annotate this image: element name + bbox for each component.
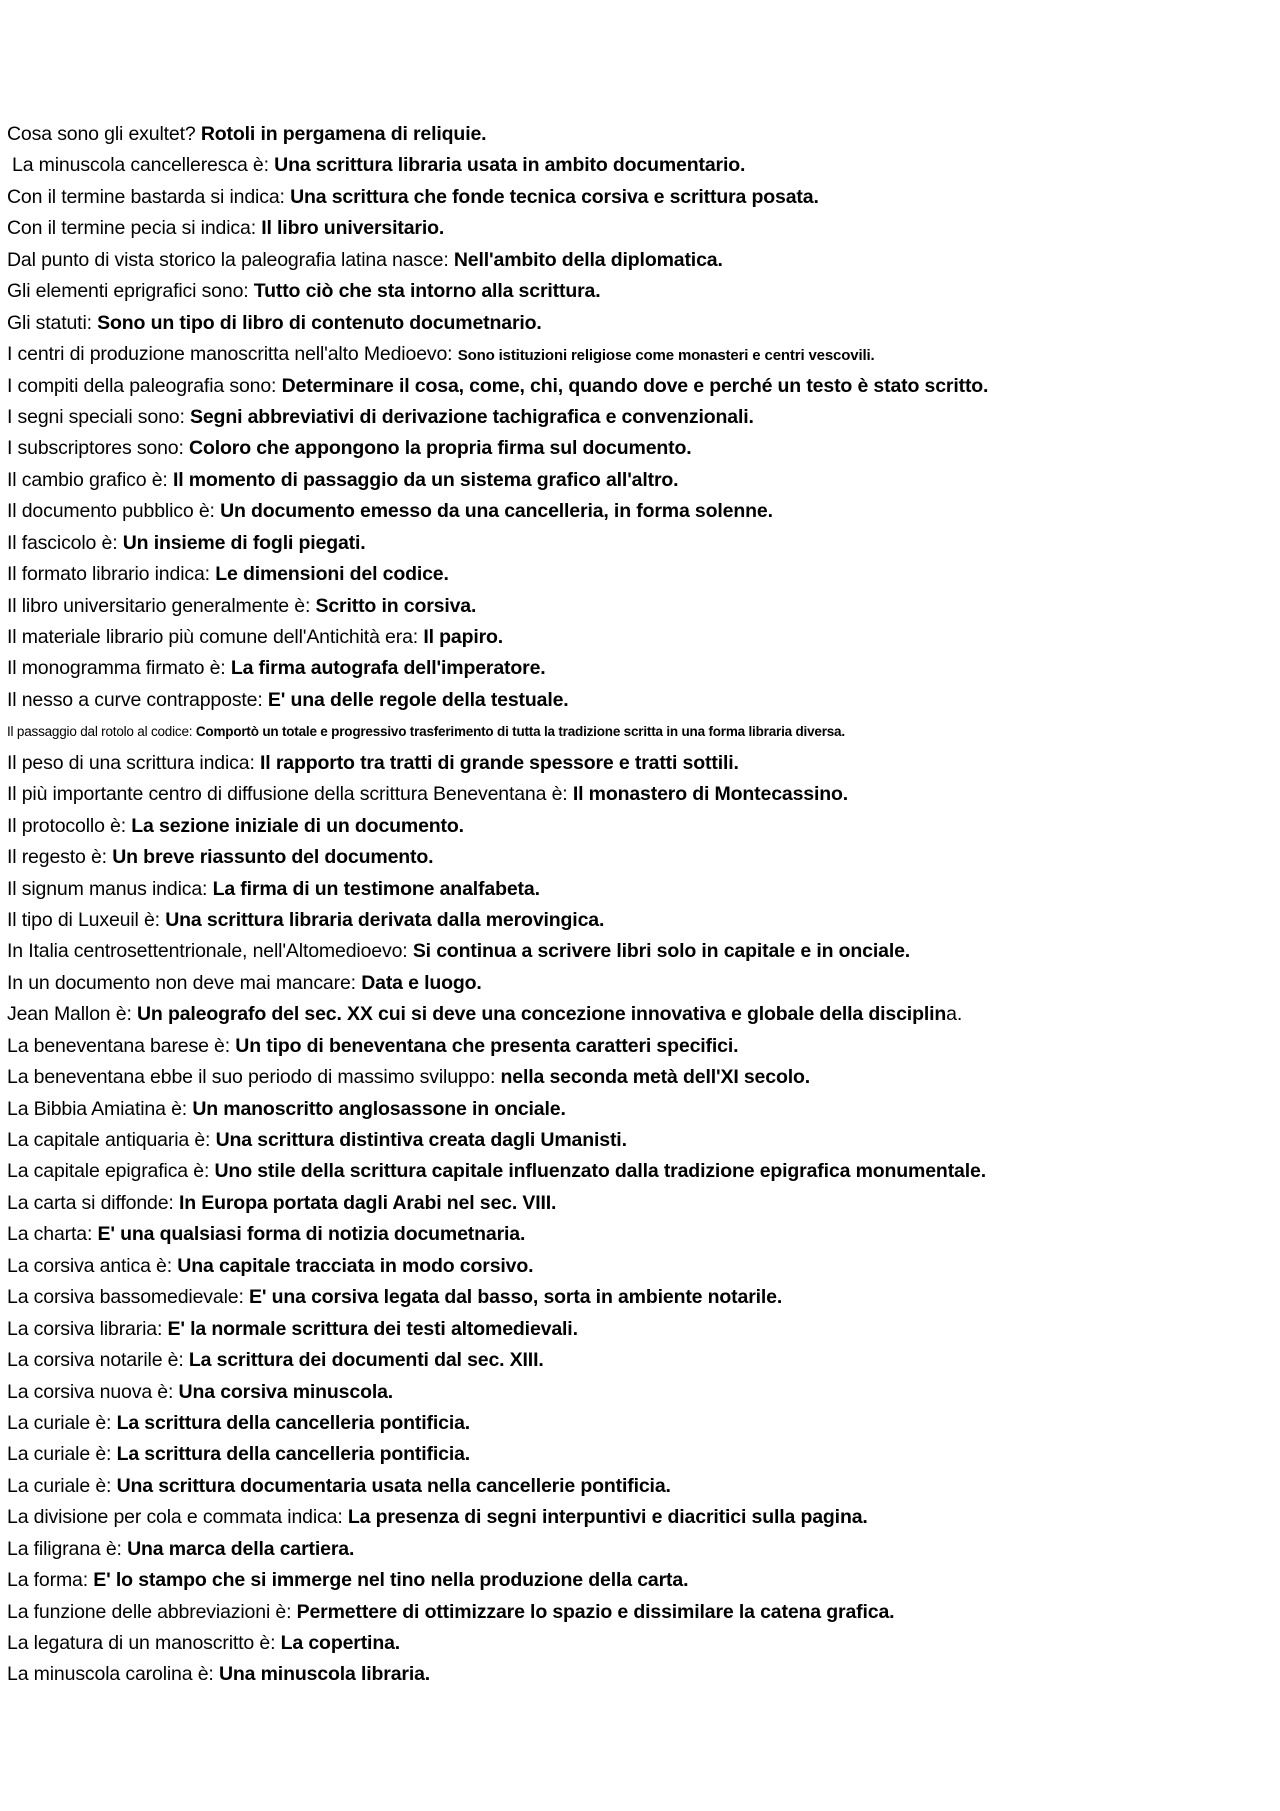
answer-text: Uno stile della scrittura capitale influenzato dalla tradizione epigrafica monumentale. <box>214 1160 986 1183</box>
qa-line <box>7 1408 1267 1439</box>
answer-text: Il rapporto tra tratti di grande spessore e tratti sottili. <box>260 751 739 774</box>
question-text: La funzione delle abbreviazioni è: <box>7 1600 297 1623</box>
question-text: Il passaggio dal rotolo al codice: <box>7 724 196 740</box>
question-text: La curiale è: <box>7 1443 117 1466</box>
answer-text: E' la normale scrittura dei testi altomedievali. <box>167 1317 578 1340</box>
answer-text: La firma di un testimone analfabeta. <box>212 877 540 900</box>
question-text: La beneventana ebbe il suo periodo di massimo sviluppo: <box>7 1066 501 1089</box>
qa-line <box>7 1597 1267 1628</box>
qa-line <box>7 1377 1267 1408</box>
qa-line <box>7 496 1267 527</box>
qa-line <box>7 245 1267 276</box>
question-text: Il cambio grafico è: <box>7 468 173 491</box>
question-text: Jean Mallon è: <box>7 1003 137 1026</box>
answer-text: La scrittura della cancelleria pontificia. <box>116 1411 471 1434</box>
answer-text: Rotoli in pergamena di reliquie. <box>200 123 487 145</box>
qa-line <box>7 1125 1267 1156</box>
question-text: La charta: <box>7 1223 98 1246</box>
answer-text: La firma autografa dell'imperatore. <box>230 657 546 680</box>
qa-line <box>7 685 1267 716</box>
question-text: La divisione per cola e commata indica: <box>7 1506 348 1529</box>
answer-text: Le dimensioni del codice. <box>215 563 449 586</box>
question-text: La corsiva libraria: <box>7 1317 168 1340</box>
question-text: I compiti della paleografia sono: <box>7 374 282 397</box>
question-text: Il documento pubblico è: <box>7 500 221 523</box>
question-text: La capitale antiquaria è: <box>7 1129 216 1151</box>
question-text: I segni speciali sono: <box>7 405 190 428</box>
answer-text: Una scrittura libraria usata in ambito documentario. <box>274 154 746 177</box>
question-text: Dal punto di vista storico la paleografia latina nasce: <box>7 248 454 271</box>
qa-line <box>7 1502 1267 1533</box>
qa-line <box>7 779 1267 810</box>
qa-line <box>7 591 1267 622</box>
qa-line <box>7 402 1267 433</box>
qa-line <box>7 150 1267 181</box>
qa-line <box>7 936 1267 967</box>
answer-text: Comportò un totale e progressivo trasferimento di tutta la tradizione scritta in una forma libraria diversa. <box>195 724 845 740</box>
question-text: Gli elementi eprigrafici sono: <box>7 280 254 303</box>
qa-line <box>7 748 1267 779</box>
qa-line <box>7 1094 1267 1125</box>
qa-line <box>7 276 1267 307</box>
qa-line <box>7 433 1267 464</box>
qa-line <box>7 1628 1267 1659</box>
qa-line <box>7 653 1267 684</box>
answer-text: Una capitale tracciata in modo corsivo. <box>177 1254 534 1277</box>
answer-text: Una scrittura che fonde tecnica corsiva e scrittura posata. <box>290 185 819 208</box>
answer-text: La copertina. <box>280 1632 401 1654</box>
answer-text: Un paleografo del sec. XX cui si deve una concezione innovativa e globale della disciplin <box>137 1003 947 1026</box>
qa-line <box>7 842 1267 873</box>
answer-text: Si continua a scrivere libri solo in capitale e in onciale. <box>412 940 911 963</box>
question-text: Il monogramma firmato è: <box>7 657 231 680</box>
qa-line <box>7 1534 1267 1565</box>
qa-line <box>7 1471 1267 1502</box>
question-text: La carta si diffonde: <box>7 1191 179 1214</box>
question-text: Il tipo di Luxeuil è: <box>7 908 166 931</box>
question-text: La curiale è: <box>7 1411 117 1434</box>
qa-line <box>7 1188 1267 1219</box>
qa-line <box>7 559 1267 590</box>
qa-line <box>7 968 1267 999</box>
qa-line <box>7 308 1267 339</box>
answer-text: La sezione iniziale di un documento. <box>131 814 464 837</box>
answer-text: Segni abbreviativi di derivazione tachigrafica e convenzionali. <box>190 405 754 428</box>
answer-text: E' una qualsiasi forma di notizia documetnaria. <box>97 1223 526 1246</box>
answer-text: nella seconda metà dell'XI secolo. <box>500 1066 811 1089</box>
question-text: La corsiva bassomedievale: <box>7 1286 249 1309</box>
answer-text: Il papiro. <box>423 626 504 648</box>
qa-line <box>7 716 1267 747</box>
qa-line <box>7 1282 1267 1313</box>
question-text: La Bibbia Amiatina è: <box>7 1097 193 1120</box>
question-text: Con il termine pecia si indica: <box>7 217 262 240</box>
qa-line <box>7 1439 1267 1470</box>
answer-text: Una corsiva minuscola. <box>178 1380 394 1403</box>
qa-line <box>7 1251 1267 1282</box>
trailing-text: a. <box>946 1003 963 1026</box>
answer-text: Il libro universitario. <box>261 217 445 240</box>
answer-text: Una scrittura distintiva creata dagli Umanisti. <box>215 1129 627 1151</box>
qa-line <box>7 1659 1267 1690</box>
answer-text: Nell'ambito della diplomatica. <box>453 248 723 271</box>
question-text: La capitale epigrafica è: <box>7 1160 215 1183</box>
question-text: Gli statuti: <box>7 311 98 334</box>
answer-text: Un insieme di fogli piegati. <box>122 531 366 554</box>
qa-line <box>7 339 1267 370</box>
question-text: La legatura di un manoscritto è: <box>7 1632 281 1654</box>
qa-line <box>7 874 1267 905</box>
question-text: La filigrana è: <box>7 1537 128 1560</box>
question-text: Il materiale librario più comune dell'Antichità era: <box>7 626 424 648</box>
qa-line <box>7 999 1267 1030</box>
question-text: La minuscola carolina è: <box>7 1663 219 1686</box>
answer-text: Un manoscritto anglosassone in onciale. <box>192 1097 566 1120</box>
qa-line <box>7 1565 1267 1596</box>
question-text: Il protocollo è: <box>7 814 132 837</box>
question-text: Il peso di una scrittura indica: <box>7 751 261 774</box>
qa-line <box>7 119 1267 150</box>
question-text: Il libro universitario generalmente è: <box>7 594 316 617</box>
answer-text: Una scrittura documentaria usata nella cancellerie pontificia. <box>116 1474 671 1497</box>
answer-text: Una scrittura libraria derivata dalla merovingica. <box>165 908 605 931</box>
question-text: Il più importante centro di diffusione della scrittura Beneventana è: <box>7 783 573 806</box>
question-text: Cosa sono gli exultet? <box>7 123 201 145</box>
answer-text: Scritto in corsiva. <box>315 594 477 617</box>
question-text: La corsiva notarile è: <box>7 1349 189 1372</box>
qa-line <box>7 1062 1267 1093</box>
answer-text: La presenza di segni interpuntivi e diacritici sulla pagina. <box>347 1506 868 1529</box>
answer-text: E' lo stampo che si immerge nel tino nella produzione della carta. <box>93 1569 689 1592</box>
answer-text: Permettere di ottimizzare lo spazio e dissimilare la catena grafica. <box>296 1600 895 1623</box>
answer-text: Coloro che appongono la propria firma sul documento. <box>189 437 692 460</box>
qa-line <box>7 213 1267 244</box>
question-text: In Italia centrosettentrionale, nell'Altomedioevo: <box>7 940 413 963</box>
question-text: Il fascicolo è: <box>7 531 123 554</box>
answer-text: Sono un tipo di libro di contenuto documetnario. <box>97 311 542 334</box>
qa-line <box>7 905 1267 936</box>
qa-line <box>7 811 1267 842</box>
answer-text: Un breve riassunto del documento. <box>112 846 434 869</box>
answer-text: La scrittura della cancelleria pontificia. <box>116 1443 471 1466</box>
qa-line <box>7 465 1267 496</box>
answer-text: Una minuscola libraria. <box>218 1663 431 1686</box>
question-text: La beneventana barese è: <box>7 1034 236 1057</box>
qa-line <box>7 182 1267 213</box>
answer-text: In Europa portata dagli Arabi nel sec. VIII. <box>178 1191 557 1214</box>
qa-line <box>7 622 1267 653</box>
question-text: La corsiva antica è: <box>7 1254 178 1277</box>
answer-text: Un documento emesso da una cancelleria, in forma solenne. <box>220 500 773 523</box>
question-text: I centri di produzione manoscritta nell'alto Medioevo: <box>7 343 458 366</box>
question-text: La curiale è: <box>7 1474 117 1497</box>
question-text: La minuscola cancelleresca è: <box>12 154 275 177</box>
answer-text: Il momento di passaggio da un sistema grafico all'altro. <box>172 468 679 491</box>
question-text: Il regesto è: <box>7 846 113 869</box>
qa-line <box>7 1345 1267 1376</box>
question-text: Il nesso a curve contrapposte: <box>7 688 268 711</box>
qa-line <box>7 1314 1267 1345</box>
question-text: La corsiva nuova è: <box>7 1380 179 1403</box>
qa-line <box>7 1156 1267 1187</box>
qa-line <box>7 371 1267 402</box>
question-text: Il signum manus indica: <box>7 877 213 900</box>
answer-text: Una marca della cartiera. <box>127 1537 355 1560</box>
answer-text: Tutto ciò che sta intorno alla scrittura. <box>253 280 601 303</box>
question-text: Il formato librario indica: <box>7 563 216 586</box>
answer-text: Data e luogo. <box>361 971 482 994</box>
question-text: La forma: <box>7 1569 94 1592</box>
question-text: Con il termine bastarda si indica: <box>7 185 291 208</box>
qa-line <box>7 528 1267 559</box>
question-text: I subscriptores sono: <box>7 437 190 460</box>
qa-line <box>7 1219 1267 1250</box>
qa-line <box>7 1031 1267 1062</box>
answer-text: E' una delle regole della testuale. <box>267 688 569 711</box>
answer-text: Il monastero di Montecassino. <box>572 783 849 806</box>
answer-text: Determinare il cosa, come, chi, quando dove e perché un testo è stato scritto. <box>281 374 989 397</box>
question-text: In un documento non deve mai mancare: <box>7 971 362 994</box>
answer-text: E' una corsiva legata dal basso, sorta in ambiente notarile. <box>249 1286 783 1309</box>
answer-text: La scrittura dei documenti dal sec. XIII. <box>188 1349 544 1372</box>
answer-text: Sono istituzioni religiose come monasteri e centri vescovili. <box>457 347 875 365</box>
answer-text: Un tipo di beneventana che presenta caratteri specifici. <box>235 1034 739 1057</box>
document-page <box>7 119 1267 1691</box>
